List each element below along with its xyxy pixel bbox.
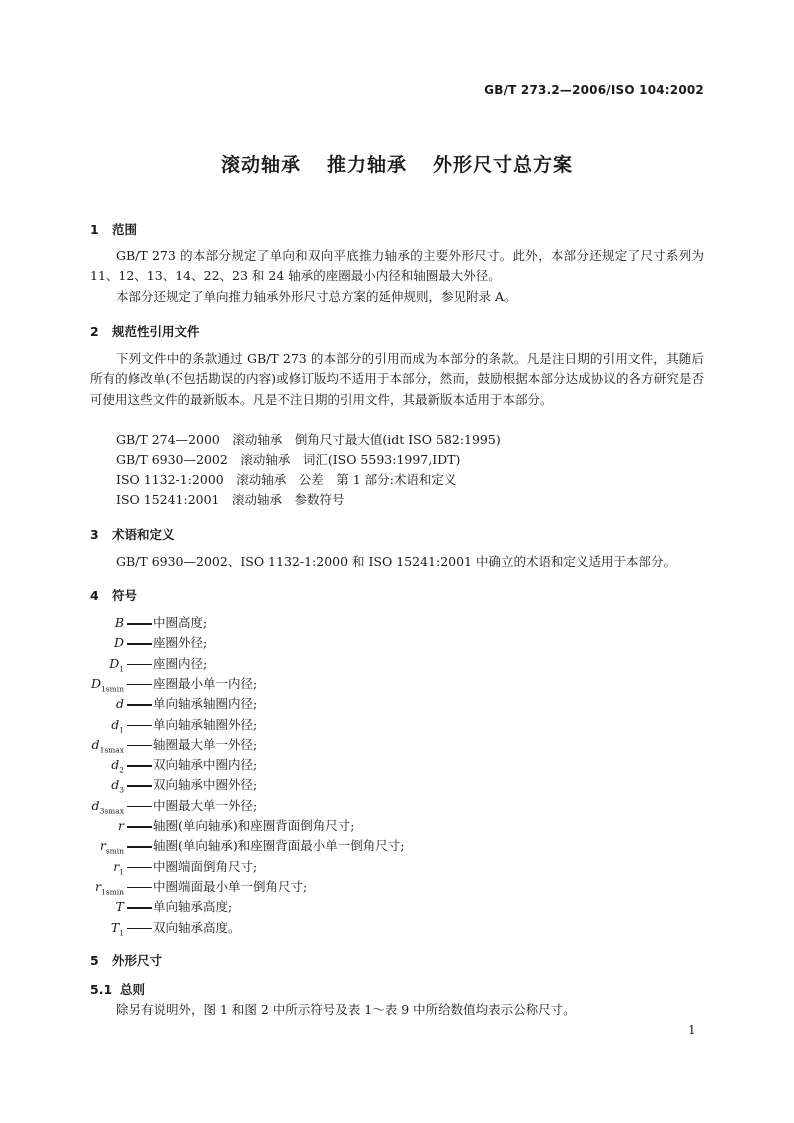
standard-code-header: GB/T 273.2—2006/ISO 104:2002 — [484, 83, 704, 97]
symbol-letter: B — [114, 615, 124, 630]
reference-item: GB/T 274—2000 滚动轴承 倒角尺寸最大值(idt ISO 582:1995) — [116, 432, 501, 447]
em-dash-separator — [127, 867, 152, 869]
section-3-heading — [90, 525, 175, 543]
section-2-heading — [90, 322, 200, 340]
symbol-description: 中圈端面最小单一倒角尺寸; — [153, 878, 308, 894]
section-5-1-heading — [90, 980, 145, 998]
symbol-description: 轴圈最大单一外径; — [153, 736, 258, 752]
em-dash-separator — [127, 643, 152, 645]
title-part-2: 推力轴承 — [326, 154, 407, 176]
em-dash-separator — [127, 745, 152, 747]
reference-item: GB/T 6930—2002 滚动轴承 词汇(ISO 5593:1997,IDT) — [116, 452, 461, 467]
symbol-subscript: 3 — [119, 785, 124, 795]
general-paragraph: 除另有说明外，图 1 和图 2 中所示符号及表 1～表 9 中所给数值均表示公称尺寸。 — [116, 1002, 576, 1017]
symbol-letter: r — [99, 838, 106, 854]
symbol-letter: d — [115, 696, 124, 712]
symbol-description: 单向轴承轴圈外径; — [153, 716, 258, 732]
symbol-letter: r — [118, 818, 124, 833]
page-number: 1 — [688, 1023, 696, 1037]
symbol-description: 单向轴承高度; — [153, 899, 233, 915]
symbol-subscript: 1 — [119, 867, 124, 877]
symbol-letter: D — [113, 635, 124, 651]
em-dash-separator — [127, 887, 152, 889]
document-title — [0, 150, 794, 177]
symbol-letter: d — [91, 797, 100, 813]
symbol-letter: D — [91, 675, 102, 691]
symbol-description: 座圈最小单一内径; — [153, 675, 258, 691]
em-dash-separator — [127, 928, 152, 930]
symbol-letter: T — [115, 899, 124, 915]
symbol-subscript: 1smax — [99, 745, 124, 755]
symbol — [116, 897, 124, 917]
em-dash-separator — [127, 826, 152, 828]
symbol-description: 单向轴承轴圈内径; — [153, 696, 258, 712]
section-number: 1 — [90, 222, 99, 237]
em-dash-separator — [127, 765, 152, 767]
em-dash-separator — [127, 623, 152, 625]
symbol — [118, 816, 124, 836]
symbol-description: 轴圈(单向轴承)和座圈背面最小单一倒角尺寸; — [153, 838, 405, 854]
section-number: 3 — [90, 527, 99, 542]
section-title: 术语和定义 — [112, 527, 175, 542]
symbol-subscript: 3smax — [99, 806, 124, 816]
section-5-heading — [90, 951, 162, 969]
symbol-subscript: 1 — [119, 928, 124, 937]
section-number: 2 — [90, 324, 99, 339]
symbol-description: 双向轴承中圈外径; — [153, 777, 258, 793]
symbol-description: 双向轴承高度。 — [153, 919, 241, 935]
em-dash-separator — [127, 785, 152, 787]
reference-item: ISO 1132-1:2000 滚动轴承 公差 第 1 部分:术语和定义 — [116, 472, 457, 487]
symbol-subscript: 1 — [119, 725, 124, 734]
symbol-description: 座圈内径; — [153, 655, 208, 671]
symbol-description: 座圈外径; — [153, 635, 208, 651]
em-dash-separator — [127, 846, 152, 848]
section-number: 4 — [90, 588, 99, 603]
symbol — [116, 694, 124, 714]
em-dash-separator — [127, 725, 152, 727]
section-title: 总则 — [120, 982, 146, 997]
scope-paragraph-2: 本部分还规定了单向推力轴承外形尺寸总方案的延伸规则，参见附录 A。 — [116, 289, 517, 304]
symbol-description: 轴圈(单向轴承)和座圈背面倒角尺寸; — [153, 818, 355, 833]
section-1-heading — [90, 220, 137, 238]
em-dash-separator — [127, 704, 152, 706]
title-part-1: 滚动轴承 — [220, 154, 301, 176]
section-number: 5.1 — [90, 982, 113, 997]
symbol-letter: T — [110, 919, 120, 935]
symbol-subscript: 1 — [119, 664, 124, 674]
section-4-heading — [90, 586, 137, 604]
title-part-3: 外形尺寸总方案 — [433, 154, 574, 176]
symbol-description: 中圈端面倒角尺寸; — [153, 858, 258, 874]
symbol-subscript: 1smin — [101, 887, 124, 897]
section-title: 规范性引用文件 — [112, 324, 200, 339]
symbol-description: 中圈最大单一外径; — [153, 797, 258, 813]
symbol-letter: d — [111, 716, 120, 732]
symbol-letter: r — [113, 858, 120, 874]
symbol-letter: d — [111, 777, 120, 793]
section-number: 5 — [90, 953, 99, 968]
em-dash-separator — [127, 907, 152, 909]
scope-paragraph-1: GB/T 273 的本部分规定了单向和双向平底推力轴承的主要外形尺寸。此外，本部分还规定了尺寸系列为 11、12、13、14、22、23 和 24 轴承的座圈最小内径和轴圈最大外径。 — [90, 248, 704, 284]
em-dash-separator — [127, 806, 152, 808]
symbol-description: 中圈高度; — [153, 615, 208, 630]
references-paragraph: 下列文件中的条款通过 GB/T 273 的本部分的引用而成为本部分的条款。凡是注日期的引用文件，其随后所有的修改单(不包括勘误的内容)或修订版均不适用于本部分，然而，鼓励根据本部分达成协议的各方研究是否可使用这些文件的最新版本。凡是不注日期的引用文件，其最新版本适用于本部分。 — [90, 351, 704, 407]
symbol-subscript: 2 — [119, 765, 124, 775]
symbol-letter: r — [95, 878, 102, 894]
section-title: 范围 — [112, 222, 138, 237]
symbol — [115, 613, 124, 633]
em-dash-separator — [127, 664, 152, 666]
symbol — [111, 918, 124, 944]
symbol-letter: d — [111, 757, 120, 773]
em-dash-separator — [127, 684, 152, 686]
symbol-letter: d — [91, 736, 100, 752]
symbol-subscript: smin — [105, 846, 124, 856]
symbol-description: 双向轴承中圈内径; — [153, 757, 258, 773]
section-title: 符号 — [112, 588, 138, 603]
reference-item: ISO 15241:2001 滚动轴承 参数符号 — [116, 492, 345, 507]
terms-paragraph: GB/T 6930—2002、ISO 1132-1:2000 和 ISO 15241:2001 中确立的术语和定义适用于本部分。 — [116, 554, 676, 569]
symbol — [114, 633, 124, 653]
symbol-subscript: 1smin — [101, 684, 124, 694]
section-title: 外形尺寸 — [112, 953, 163, 968]
symbol-letter: D — [109, 655, 120, 671]
